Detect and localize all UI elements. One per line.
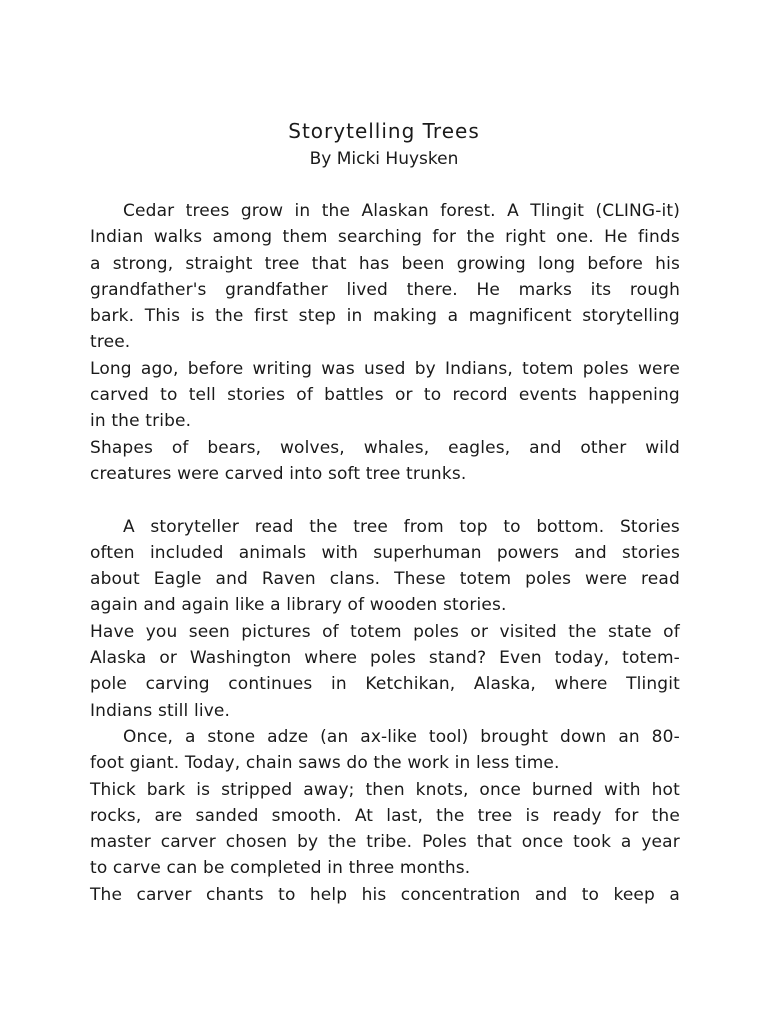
word: ax-like [360, 726, 418, 747]
word: pole [90, 674, 127, 695]
word: that [476, 832, 512, 853]
word: Shapes [90, 437, 153, 458]
word: tree [353, 516, 388, 537]
word: (an [320, 726, 349, 747]
word: eagles, [448, 437, 511, 458]
word: poles [582, 358, 629, 379]
text-line [90, 619, 680, 645]
word: brought [480, 726, 549, 747]
word: its [590, 279, 612, 300]
word: has [358, 253, 390, 274]
word: is [196, 779, 211, 800]
word: Poles [422, 832, 467, 853]
word: growing [456, 253, 526, 274]
word: other [580, 437, 627, 458]
word: hot [651, 779, 680, 800]
text-line [90, 540, 680, 566]
word: down [560, 726, 607, 747]
word: to [160, 385, 178, 406]
word: and [574, 542, 607, 563]
word: carving [145, 674, 210, 695]
word: rocks, [90, 805, 142, 826]
word: Thick [90, 779, 136, 800]
text-line [90, 645, 680, 671]
word: visited [499, 621, 557, 642]
word: was [321, 358, 355, 379]
word: once [521, 832, 564, 853]
text-line: Indians still live. [90, 700, 231, 721]
word: He [476, 279, 500, 300]
word: seen [188, 621, 230, 642]
word: took [573, 832, 612, 853]
word: today, [554, 648, 610, 669]
text-line [90, 724, 680, 750]
word: that [311, 253, 347, 274]
word: year [641, 832, 680, 853]
text-line [90, 198, 680, 224]
word: This [144, 306, 181, 327]
word: superhuman [373, 542, 482, 563]
word: by [297, 832, 319, 853]
word: (CLING-it) [595, 201, 680, 221]
word: from [403, 516, 444, 537]
blank-line [90, 487, 680, 513]
word: events [518, 385, 578, 406]
word: record [452, 385, 508, 406]
text-line [90, 251, 680, 277]
word: tell [188, 385, 216, 406]
word: Ketchikan, [365, 674, 456, 695]
word: the [466, 227, 495, 248]
text-line [90, 829, 680, 855]
word: Washington [189, 648, 292, 669]
text-line: to carve can be completed in three months. [90, 858, 471, 879]
word: the [321, 201, 351, 221]
word: 80- [651, 726, 680, 747]
word: in [294, 201, 311, 221]
word: totem [350, 621, 402, 642]
word: tool) [428, 726, 469, 747]
word: the [328, 832, 357, 853]
word: a [669, 884, 680, 905]
word: them [282, 227, 328, 248]
word: poles [525, 569, 572, 590]
word: magnificent [468, 306, 572, 327]
text-line [90, 277, 680, 303]
word: to [278, 884, 296, 905]
word: walks [153, 227, 203, 248]
word: grandfather's [90, 279, 207, 300]
word: and [215, 569, 248, 590]
word: tribe. [366, 832, 413, 853]
word: tree [477, 805, 513, 826]
word: smooth. [271, 805, 342, 826]
word: stories [621, 542, 680, 563]
word: Tlingit [626, 674, 680, 695]
word: Long [90, 358, 132, 379]
word: totem [522, 358, 574, 379]
text-line [90, 382, 680, 408]
word: before [187, 358, 244, 379]
word: one. [556, 227, 594, 248]
word: concentration [400, 884, 521, 905]
word: where [554, 674, 608, 695]
word: strong, [112, 253, 174, 274]
word: his [361, 884, 387, 905]
word: grandfather [225, 279, 328, 300]
text-line [90, 671, 680, 697]
word: step [298, 306, 337, 327]
document-byline: By Micki Huysken [309, 149, 459, 169]
word: totem- [622, 648, 680, 669]
word: last, [386, 805, 424, 826]
word: his [655, 253, 680, 274]
word: and [534, 884, 568, 905]
word: Tlingit [530, 201, 585, 221]
word: for [432, 227, 457, 248]
word: animals [238, 542, 307, 563]
word: stone [207, 726, 256, 747]
word: master [90, 832, 151, 853]
word: Have [90, 621, 135, 642]
word: totem [459, 569, 512, 590]
word: and [529, 437, 562, 458]
word: the [215, 306, 244, 327]
word: about [90, 569, 140, 590]
text-line [90, 356, 680, 382]
word: you [145, 621, 178, 642]
word: the [568, 621, 597, 642]
word: of [296, 385, 313, 406]
word: stripped [221, 779, 293, 800]
word: top [459, 516, 488, 537]
word: the [309, 516, 338, 537]
word: happening [588, 385, 680, 406]
word: to [423, 385, 442, 406]
word: Indians, [445, 358, 513, 379]
word: bark [146, 779, 186, 800]
word: ready [552, 805, 602, 826]
text-line: foot giant. Today, chain saws do the work in less time. [90, 753, 560, 774]
word: a [90, 253, 101, 274]
word: used [364, 358, 406, 379]
word: were [585, 569, 628, 590]
word: often [90, 542, 135, 563]
word: ago, [140, 358, 179, 379]
word: or [159, 648, 178, 669]
word: for [614, 805, 639, 826]
word: to [581, 884, 600, 905]
word: trees [185, 201, 230, 221]
body-text [90, 198, 680, 908]
word: powers [496, 542, 560, 563]
word: stories [227, 385, 286, 406]
word: been [401, 253, 445, 274]
word: Stories [619, 516, 680, 537]
word: Alaska [90, 648, 147, 669]
word: carver [136, 884, 192, 905]
word: a [447, 306, 459, 327]
word: tree [264, 253, 300, 274]
text-line [90, 224, 680, 250]
word: writing [252, 358, 313, 379]
text-line: tree. [90, 332, 131, 353]
word: a [620, 832, 632, 853]
word: wolves, [280, 437, 345, 458]
word: where [304, 648, 358, 669]
word: help [309, 884, 348, 905]
word: or [394, 385, 413, 406]
word: read [641, 569, 680, 590]
word: a [184, 726, 196, 747]
word: keep [613, 884, 655, 905]
word: finds [637, 227, 680, 248]
word: Eagle [153, 569, 202, 590]
word: by [414, 358, 436, 379]
word: state [607, 621, 652, 642]
word: once [479, 779, 522, 800]
word: included [149, 542, 224, 563]
word: At [354, 805, 374, 826]
word: wild [645, 437, 680, 458]
word: to [503, 516, 521, 537]
word: with [604, 779, 641, 800]
text-line [90, 803, 680, 829]
word: the [436, 805, 465, 826]
word: making [373, 306, 438, 327]
word: in [331, 674, 347, 695]
word: adze [267, 726, 309, 747]
word: storyteller [150, 516, 240, 537]
word: Once, [123, 726, 174, 747]
word: sanded [195, 805, 259, 826]
word: is [190, 306, 205, 327]
word: straight [185, 253, 253, 274]
word: forest. [440, 201, 496, 221]
word: clans. [329, 569, 381, 590]
word: continues [228, 674, 313, 695]
word: bark. [90, 306, 135, 327]
word: Indian [90, 227, 144, 248]
word: chants [206, 884, 264, 905]
word: These [394, 569, 446, 590]
word: bears, [207, 437, 262, 458]
word: poles [413, 621, 460, 642]
word: away; [303, 779, 355, 800]
word: before [587, 253, 644, 274]
word: with [321, 542, 359, 563]
word: is [525, 805, 540, 826]
word: Cedar [123, 201, 175, 221]
text-line [90, 882, 680, 908]
text-line: again and again like a library of wooden stories. [90, 595, 507, 616]
text-line [90, 303, 680, 329]
word: He [604, 227, 628, 248]
word: right [505, 227, 546, 248]
word: the [651, 805, 680, 826]
text-line [90, 777, 680, 803]
word: whales, [363, 437, 430, 458]
word: Alaska, [473, 674, 536, 695]
text-line [90, 566, 680, 592]
word: of [171, 437, 189, 458]
word: of [663, 621, 680, 642]
word: long [537, 253, 576, 274]
word: pictures [241, 621, 311, 642]
word: bottom. [536, 516, 605, 537]
word: grow [240, 201, 284, 221]
text-line [90, 514, 680, 540]
word: of [322, 621, 339, 642]
word: Alaskan [361, 201, 429, 221]
word: carved [90, 385, 149, 406]
word: carver [160, 832, 216, 853]
word: A [507, 201, 519, 221]
text-line: creatures were carved into soft tree trunks. [90, 463, 467, 484]
word: searching [337, 227, 423, 248]
word: in [346, 306, 363, 327]
word: among [212, 227, 273, 248]
word: or [470, 621, 489, 642]
word: marks [518, 279, 572, 300]
word: The [90, 884, 123, 905]
word: poles [370, 648, 416, 669]
word: lived [346, 279, 388, 300]
word: are [154, 805, 183, 826]
word: Even [499, 648, 542, 669]
word: rough [629, 279, 680, 300]
word: battles [324, 385, 384, 406]
text-line [90, 435, 680, 461]
document-title: Storytelling Trees [288, 119, 480, 143]
word: Raven [261, 569, 316, 590]
word: storytelling [582, 306, 680, 327]
word: first [254, 306, 289, 327]
word: an [618, 726, 640, 747]
text-line: in the tribe. [90, 411, 192, 432]
word: A [123, 516, 135, 537]
word: were [637, 358, 680, 379]
word: knots, [415, 779, 469, 800]
word: there. [406, 279, 458, 300]
word: stand? [428, 648, 487, 669]
word: chosen [225, 832, 288, 853]
word: burned [531, 779, 594, 800]
word: then [365, 779, 405, 800]
word: read [254, 516, 294, 537]
